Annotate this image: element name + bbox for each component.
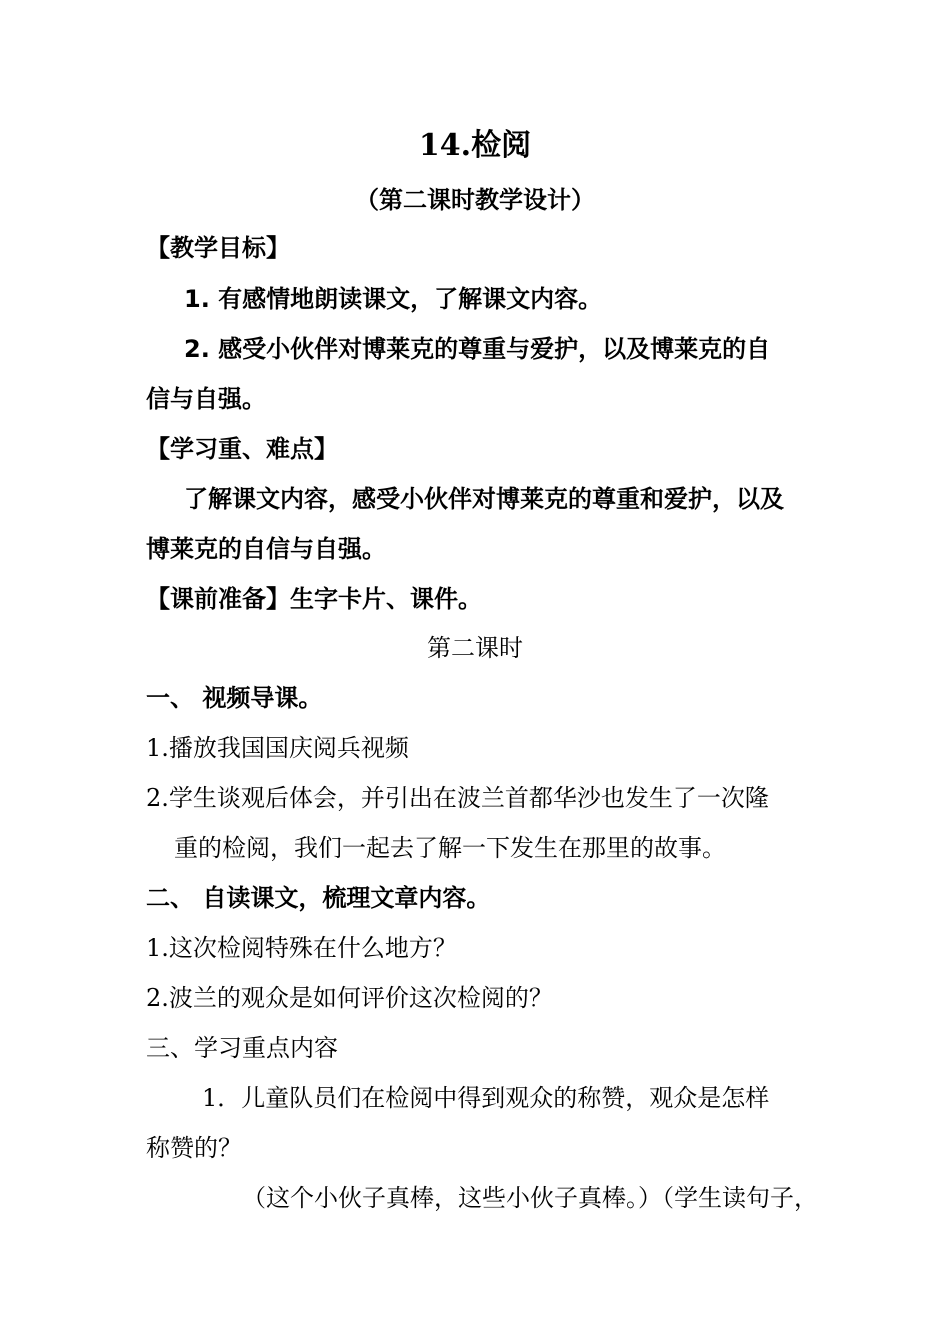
key-points-line-2: 博莱克的自信与自强。	[146, 535, 386, 563]
section-1-item-1: 1.播放我国国庆阅兵视频	[146, 734, 409, 762]
document-subtitle: （第二课时教学设计）	[355, 186, 595, 214]
key-points-line-1: 了解课文内容，感受小伙伴对博莱克的尊重和爱护，以及	[184, 485, 784, 513]
lesson-label: 第二课时	[427, 634, 523, 662]
objective-item-1: 1. 有感情地朗读课文，了解课文内容。	[184, 285, 603, 313]
section-1-heading: 一、 视频导课。	[146, 684, 323, 712]
section-2-item-1: 1.这次检阅特殊在什么地方？	[146, 934, 457, 962]
objectives-heading: 【教学目标】	[146, 234, 290, 262]
section-2-heading: 二、 自读课文，梳理文章内容。	[146, 884, 491, 912]
section-1-item-2-line-2: 重的检阅，我们一起去了解一下发生在那里的故事。	[174, 834, 726, 862]
section-2-item-2: 2.波兰的观众是如何评价这次检阅的？	[146, 984, 553, 1012]
section-3-heading: 三、学习重点内容	[146, 1034, 338, 1062]
section-1-item-2-line-1: 2.学生谈观后体会，并引出在波兰首都华沙也发生了一次隆	[146, 784, 769, 812]
key-points-heading: 【学习重、难点】	[146, 435, 338, 463]
section-3-quote: （这个小伙子真棒，这些小伙子真棒。）（学生读句子，	[242, 1184, 818, 1212]
objective-item-2-line-2: 信与自强。	[146, 385, 266, 413]
document-title: 14.检阅	[418, 128, 532, 163]
section-3-item-1-line-2: 称赞的？	[146, 1134, 242, 1162]
objective-item-2-line-1: 2. 感受小伙伴对博莱克的尊重与爱护，以及博莱克的自	[184, 335, 771, 363]
preparation-line: 【课前准备】生字卡片、课件。	[146, 585, 482, 613]
section-3-item-1-line-1: 1．儿童队员们在检阅中得到观众的称赞，观众是怎样	[202, 1084, 770, 1112]
